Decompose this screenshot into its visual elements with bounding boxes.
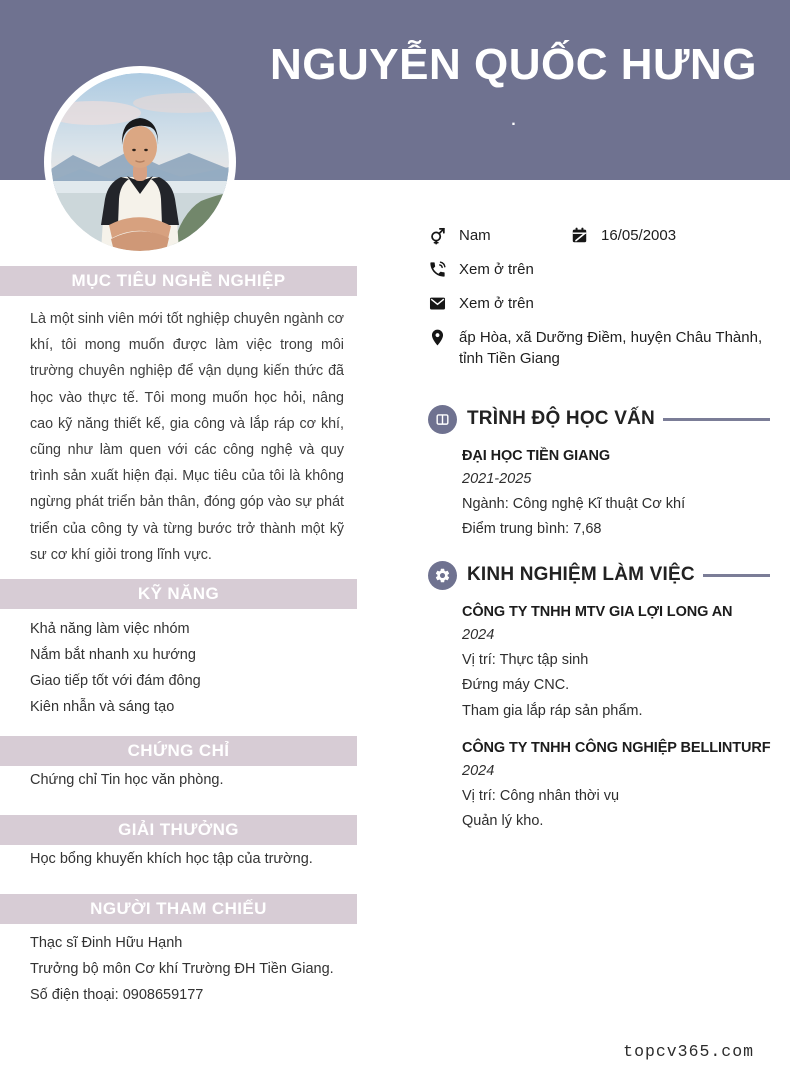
calendar-icon xyxy=(570,226,589,245)
gender-cell xyxy=(428,225,570,246)
skill-item: Giao tiếp tốt với đám đông xyxy=(30,673,201,689)
job-company: CÔNG TY TNHH MTV GIA LỢI LONG AN xyxy=(462,604,733,620)
job-entry xyxy=(462,737,770,835)
phone-value: Xem ở trên xyxy=(459,261,534,278)
experience-title: KINH NGHIỆM LÀM VIỆC xyxy=(467,564,695,585)
avatar xyxy=(44,66,236,258)
section-title-awards: GIẢI THƯỞNG xyxy=(0,815,357,845)
gear-icon xyxy=(428,561,457,590)
education-major: Ngành: Công nghệ Kĩ thuật Cơ khí xyxy=(462,495,686,512)
contact-row-phone xyxy=(428,259,770,280)
job-detail: Đứng máy CNC. xyxy=(462,677,570,694)
experience-rule xyxy=(703,574,770,577)
reference-name: Thạc sĩ Đinh Hữu Hạnh xyxy=(30,935,183,951)
job-detail: Vị trí: Công nhân thời vụ xyxy=(462,787,620,804)
section-title-skills: KỸ NĂNG xyxy=(0,579,357,609)
avatar-photo-illustration xyxy=(51,73,229,251)
education-school: ĐẠI HỌC TIỀN GIANG xyxy=(462,448,611,464)
location-icon xyxy=(428,328,447,347)
job-company: CÔNG TY TNHH CÔNG NGHIỆP BELLINTURF xyxy=(462,740,771,757)
reference-role: Trưởng bộ môn Cơ khí Trường ĐH Tiền Giang. xyxy=(30,961,334,977)
job-period: 2024 xyxy=(462,763,495,780)
candidate-name: NGUYỄN QUỐC HƯNG xyxy=(270,40,757,89)
education-period: 2021-2025 xyxy=(462,471,532,487)
section-title-certificates: CHỨNG CHỈ xyxy=(0,736,357,766)
contact-row-address xyxy=(428,327,770,369)
certificate-item: Chứng chỉ Tin học văn phòng. xyxy=(30,772,224,788)
education-section xyxy=(428,403,770,543)
references-list xyxy=(30,930,334,1008)
job-detail: Vị trí: Thực tập sinh xyxy=(462,651,589,668)
skill-item: Khả năng làm việc nhóm xyxy=(30,621,190,637)
contact-row-email xyxy=(428,293,770,314)
email-value: Xem ở trên xyxy=(459,295,534,312)
left-column xyxy=(0,266,357,1074)
job-period: 2024 xyxy=(462,627,495,643)
gender-icon xyxy=(428,226,447,245)
education-title: TRÌNH ĐỘ HỌC VẤN xyxy=(467,408,655,429)
experience-body xyxy=(462,601,770,835)
dob-cell xyxy=(570,225,676,246)
dob-value: 16/05/2003 xyxy=(601,227,677,244)
reference-phone: Số điện thoại: 0908659177 xyxy=(30,987,204,1003)
phone-icon xyxy=(428,260,447,279)
email-icon xyxy=(428,294,447,313)
candidate-subtitle: . xyxy=(511,112,516,129)
skills-list xyxy=(30,616,201,720)
education-rule xyxy=(663,418,770,421)
objective-text: Là một sinh viên mới tốt nghiệp chuyên ngành cơ khí, tôi mong muốn được làm việc trong môi trường chuyên nghiệp để vận dụng kiến thức đã học vào thực tế. Tôi mong muốn học hỏi, nâng cao kỹ năng thiết kế, gia công và lắp ráp cơ khí, cũng như làm quen với các công nghệ và quy trình sản xuất hiện đại. Mục tiêu của tôi là không ngừng phát triển bản thân, đóng góp vào sự phát triển của công ty và từng bước trở thành một kỹ sư cơ khí giỏi trong lĩnh vực. xyxy=(30,311,344,563)
contact-info-list xyxy=(428,222,770,369)
education-gpa: Điểm trung bình: 7,68 xyxy=(462,521,602,538)
job-detail: Tham gia lắp ráp sản phẩm. xyxy=(462,702,643,719)
job-entry xyxy=(462,601,770,724)
education-body xyxy=(462,445,770,543)
contact-row-gender-dob xyxy=(428,225,770,246)
right-column xyxy=(428,222,771,830)
education-header xyxy=(428,403,770,435)
section-title-objective: MỤC TIÊU NGHỀ NGHIỆP xyxy=(0,266,357,296)
award-item: Học bổng khuyến khích học tập của trường. xyxy=(30,851,313,867)
skill-item: Kiên nhẫn và sáng tạo xyxy=(30,699,175,715)
book-icon xyxy=(428,405,457,434)
address-value: ấp Hòa, xã Dưỡng Điềm, huyện Châu Thành, tỉnh Tiền Giang xyxy=(459,329,763,367)
watermark: topcv365.com xyxy=(623,1042,754,1061)
section-title-references: NGƯỜI THAM CHIẾU xyxy=(0,894,357,924)
gender-value: Nam xyxy=(459,227,491,244)
experience-header xyxy=(428,559,770,591)
skill-item: Nắm bắt nhanh xu hướng xyxy=(30,647,196,663)
job-detail: Quản lý kho. xyxy=(462,813,544,830)
experience-section xyxy=(428,559,770,835)
